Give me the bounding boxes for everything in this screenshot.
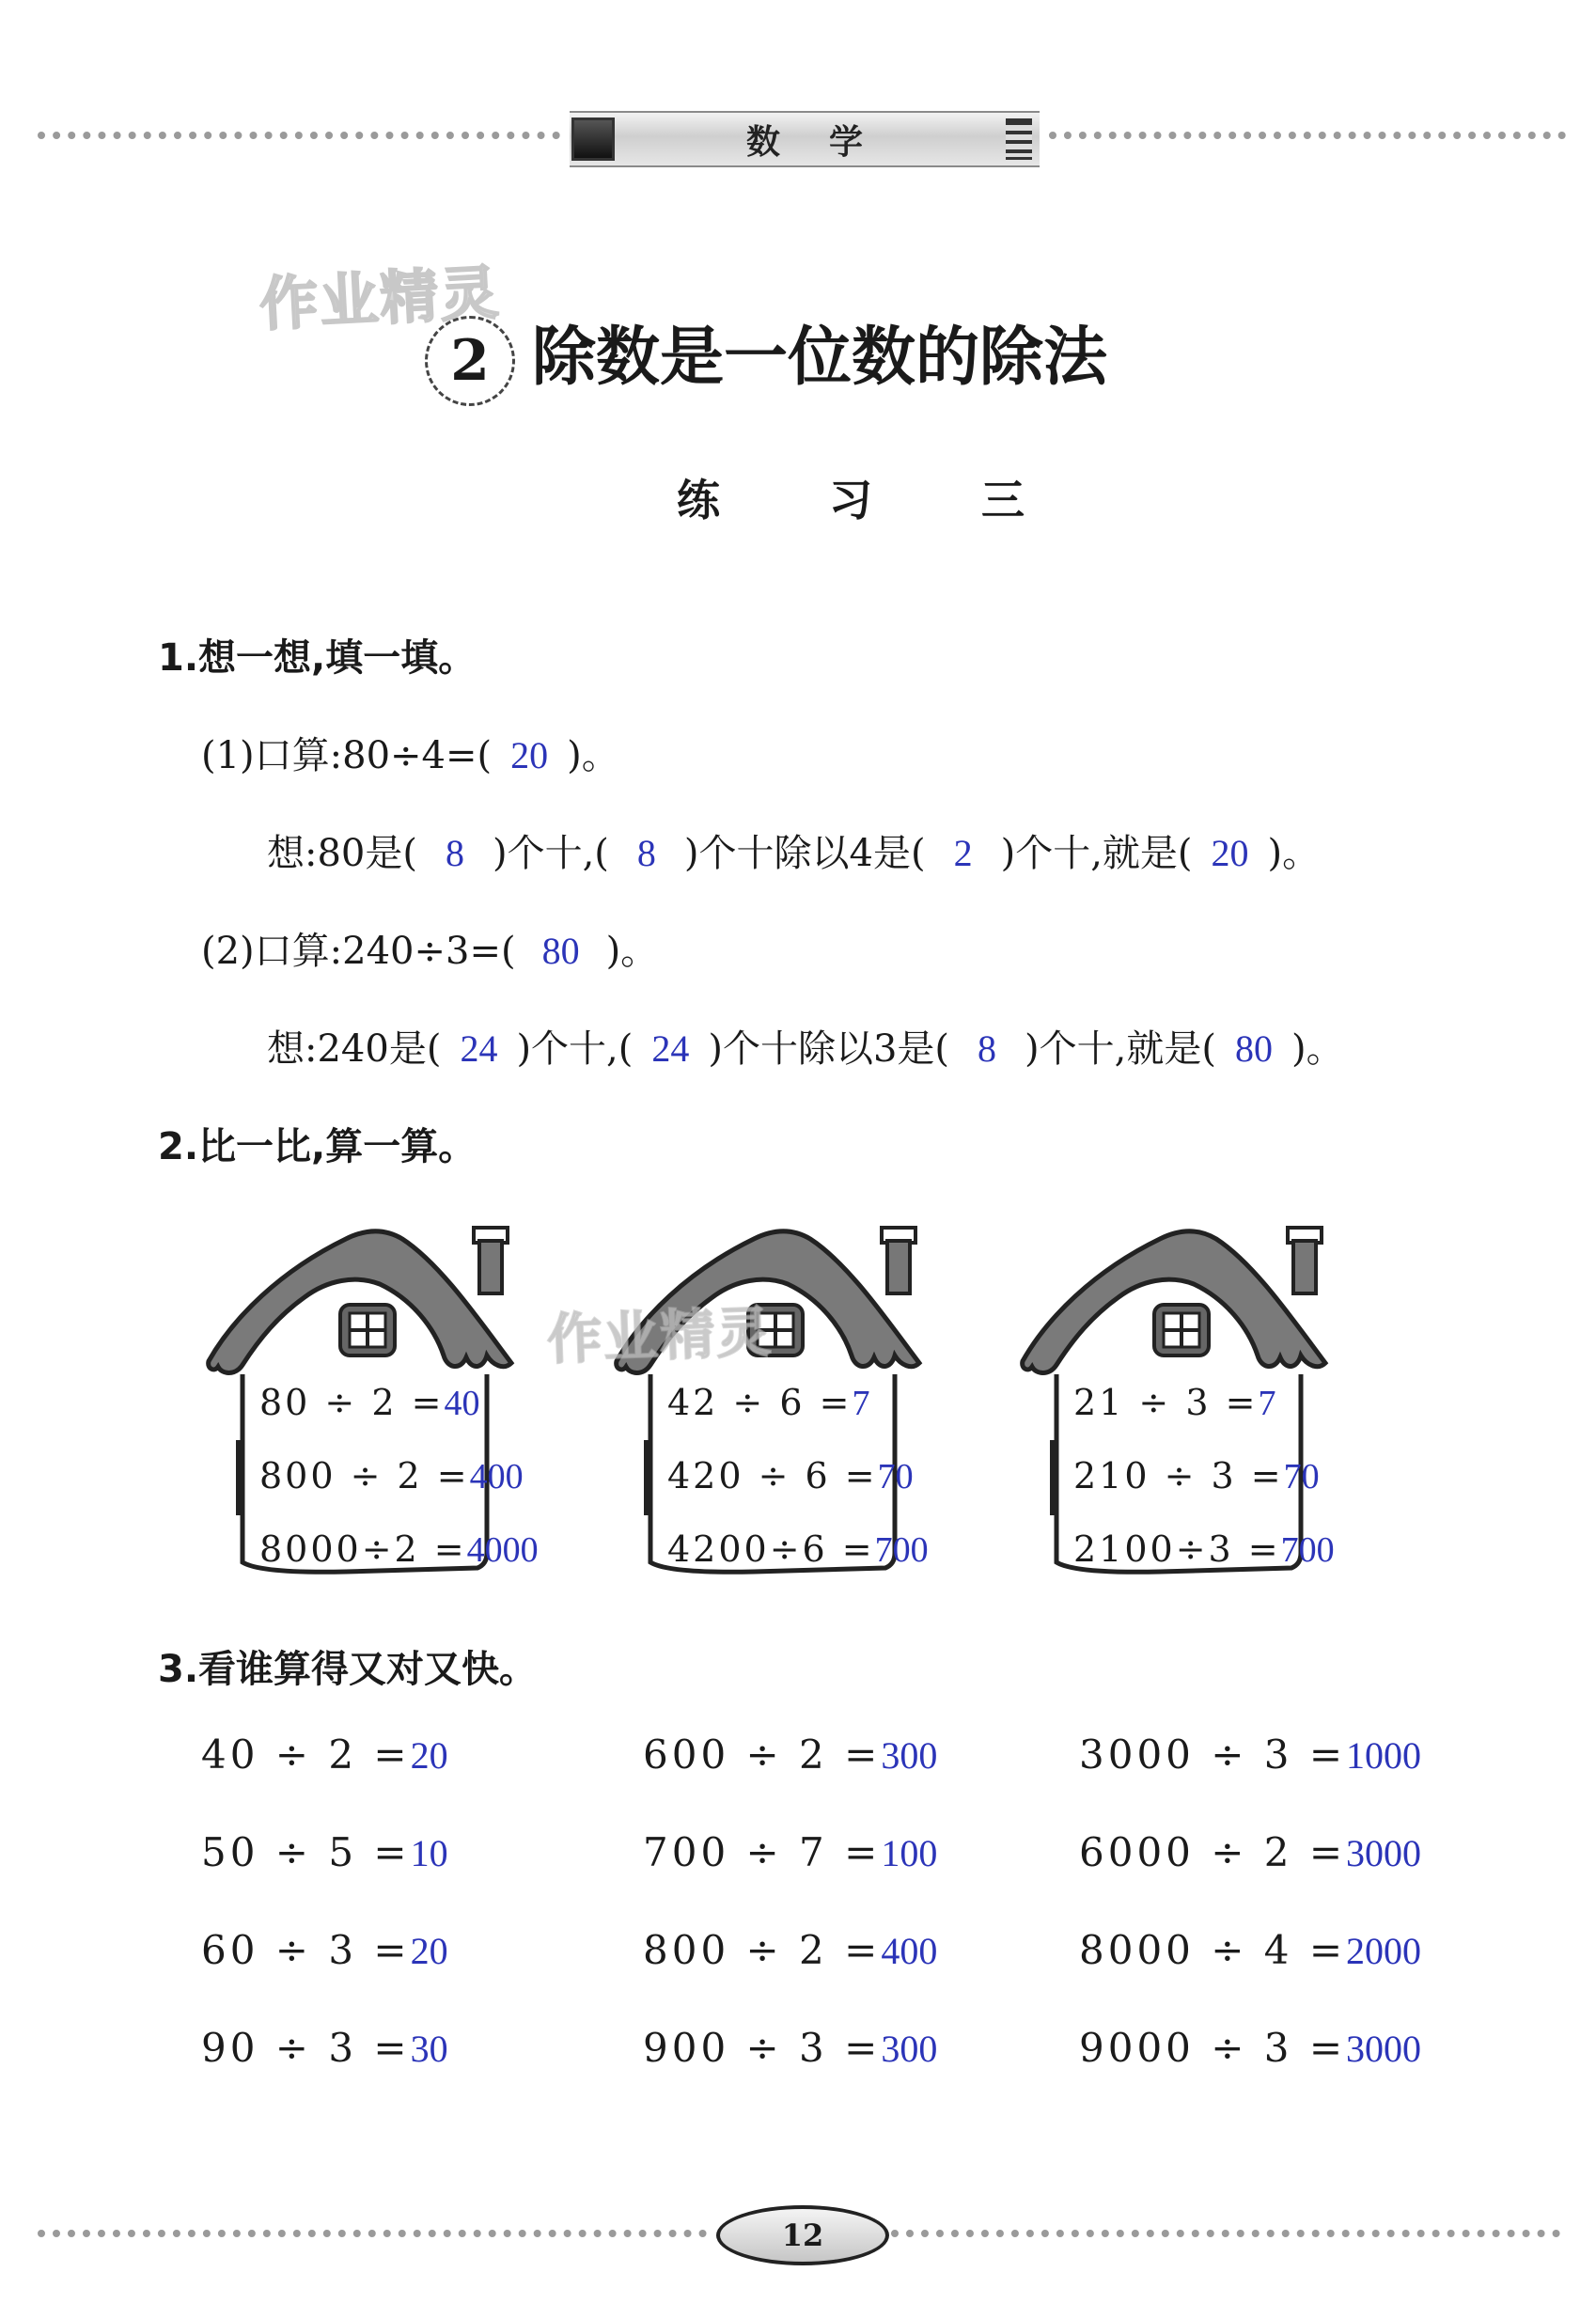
equation-answer: 400 <box>469 1457 524 1496</box>
q1-part1-answer: 20 <box>510 734 549 776</box>
answer-blank: 2 <box>953 832 973 874</box>
equation-expression: 420 ÷ 6 = <box>667 1455 878 1496</box>
think-text: )个十,就是( <box>1000 832 1193 875</box>
stack-icon <box>1006 118 1032 160</box>
think-text: 想:240是( <box>267 1027 442 1071</box>
q2-heading: 2.比一比,算一算。 <box>158 1125 477 1168</box>
calc-item <box>643 1731 937 1778</box>
equation-answer: 40 <box>444 1384 480 1423</box>
house-equation <box>667 1455 914 1497</box>
think-text: )个十,( <box>492 832 609 875</box>
equation-answer: 7 <box>852 1384 870 1423</box>
section-title: 练 习 三 <box>677 475 1072 525</box>
calc-answer: 3000 <box>1346 2028 1422 2070</box>
calc-item <box>201 1829 448 1875</box>
q1-part2 <box>201 921 658 975</box>
house-equation <box>259 1382 479 1424</box>
equation-expression: 8000÷2 = <box>259 1528 467 1570</box>
calc-item <box>1079 1731 1421 1778</box>
calc-expression: 6000 ÷ 2 = <box>1079 1829 1347 1875</box>
q1-part1-think <box>267 823 1320 877</box>
equation-expression: 800 ÷ 2 = <box>259 1455 470 1496</box>
equation-answer: 700 <box>1280 1530 1335 1570</box>
watermark-top: 作业精灵 <box>258 258 503 339</box>
house-card <box>613 1214 929 1590</box>
header-banner <box>570 111 1040 167</box>
header-subject: 数学 <box>745 122 912 162</box>
calc-expression: 900 ÷ 3 = <box>643 2025 882 2071</box>
calc-answer: 300 <box>881 1734 938 1777</box>
answer-blank: 8 <box>636 832 656 874</box>
equation-answer: 700 <box>874 1530 929 1570</box>
house-equation <box>667 1528 929 1571</box>
calc-expression: 700 ÷ 7 = <box>643 1829 882 1875</box>
calc-answer: 20 <box>410 1734 448 1777</box>
answer-blank: 24 <box>651 1027 690 1070</box>
calc-expression: 90 ÷ 3 = <box>201 2025 411 2071</box>
house-card <box>205 1214 539 1590</box>
q3-heading: 3.看谁算得又对又快。 <box>158 1648 538 1691</box>
equation-expression: 2100÷3 = <box>1073 1528 1281 1570</box>
q1-part2-think <box>267 1019 1344 1073</box>
calc-expression: 3000 ÷ 3 = <box>1079 1731 1347 1778</box>
calc-item <box>643 1829 937 1875</box>
equation-answer: 7 <box>1258 1384 1276 1423</box>
calc-item <box>201 2025 448 2071</box>
house-equation <box>1073 1455 1320 1497</box>
equation-answer: 70 <box>1283 1457 1320 1496</box>
answer-blank: 20 <box>1211 832 1249 874</box>
calc-expression: 800 ÷ 2 = <box>643 1927 882 1973</box>
header-dots-left <box>38 132 560 139</box>
calc-item <box>1079 2025 1421 2071</box>
q1-part2-label: (2)口算:240÷3=( <box>201 930 516 973</box>
house-equation <box>1073 1528 1335 1571</box>
think-text: )。 <box>1267 832 1321 875</box>
answer-blank: 8 <box>978 1027 997 1070</box>
answer-blank: 24 <box>460 1027 498 1070</box>
answer-blank: 80 <box>1234 1027 1273 1070</box>
think-text: )。 <box>1291 1027 1344 1071</box>
page-number: 12 <box>716 2205 889 2265</box>
calc-item <box>643 1927 937 1973</box>
equation-expression: 210 ÷ 3 = <box>1073 1455 1284 1496</box>
calc-answer: 300 <box>881 2028 938 2070</box>
calc-answer: 2000 <box>1346 1930 1422 1972</box>
q1-heading: 1.想一想,填一填。 <box>158 636 477 680</box>
q1-part2-answer: 80 <box>541 930 580 972</box>
calc-expression: 40 ÷ 2 = <box>201 1731 411 1778</box>
calc-expression: 60 ÷ 3 = <box>201 1927 411 1973</box>
chapter-number: 2 <box>425 316 515 406</box>
calc-answer: 100 <box>881 1832 938 1874</box>
equation-expression: 4200÷6 = <box>667 1528 875 1570</box>
equation-expression: 21 ÷ 3 = <box>1073 1382 1259 1423</box>
calc-expression: 9000 ÷ 3 = <box>1079 2025 1347 2071</box>
house-equation <box>1073 1382 1275 1424</box>
calc-answer: 10 <box>410 1832 448 1874</box>
calc-answer: 20 <box>410 1930 448 1972</box>
house-equation <box>259 1455 524 1497</box>
chapter-title: 除数是一位数的除法 <box>532 321 1108 395</box>
house-equation <box>667 1382 869 1424</box>
think-text: 想:80是( <box>267 832 417 875</box>
q1-part1-label: (1)口算:80÷4=( <box>201 734 493 777</box>
calc-item <box>643 2025 937 2071</box>
book-icon <box>571 118 615 161</box>
footer-dots-left <box>38 2230 707 2237</box>
house-card <box>1019 1214 1335 1590</box>
calc-expression: 600 ÷ 2 = <box>643 1731 882 1778</box>
think-text: )个十,就是( <box>1025 1027 1216 1071</box>
calc-answer: 1000 <box>1346 1734 1422 1777</box>
house-equation <box>259 1528 539 1571</box>
calc-expression: 8000 ÷ 4 = <box>1079 1927 1347 1973</box>
think-text: )个十,( <box>516 1027 634 1071</box>
calc-expression: 50 ÷ 5 = <box>201 1829 411 1875</box>
think-text: )个十除以4是( <box>683 832 926 875</box>
equation-expression: 80 ÷ 2 = <box>259 1382 445 1423</box>
calc-item <box>1079 1829 1421 1875</box>
think-text: )个十除以3是( <box>708 1027 950 1071</box>
calc-answer: 3000 <box>1346 1832 1422 1874</box>
equation-expression: 42 ÷ 6 = <box>667 1382 853 1423</box>
calc-item <box>201 1731 448 1778</box>
calc-item <box>201 1927 448 1973</box>
watermark-middle: 作业精灵 <box>546 1299 775 1372</box>
equation-answer: 70 <box>877 1457 914 1496</box>
q1-part2-close: )。 <box>605 930 659 973</box>
calc-answer: 400 <box>881 1930 938 1972</box>
calc-item <box>1079 1927 1421 1973</box>
q1-part1 <box>201 726 619 779</box>
calc-answer: 30 <box>410 2028 448 2070</box>
footer-dots-right <box>891 2230 1560 2237</box>
q1-part1-close: )。 <box>567 734 619 777</box>
answer-blank: 8 <box>445 832 464 874</box>
header-dots-right <box>1049 132 1566 139</box>
equation-answer: 4000 <box>466 1530 539 1570</box>
